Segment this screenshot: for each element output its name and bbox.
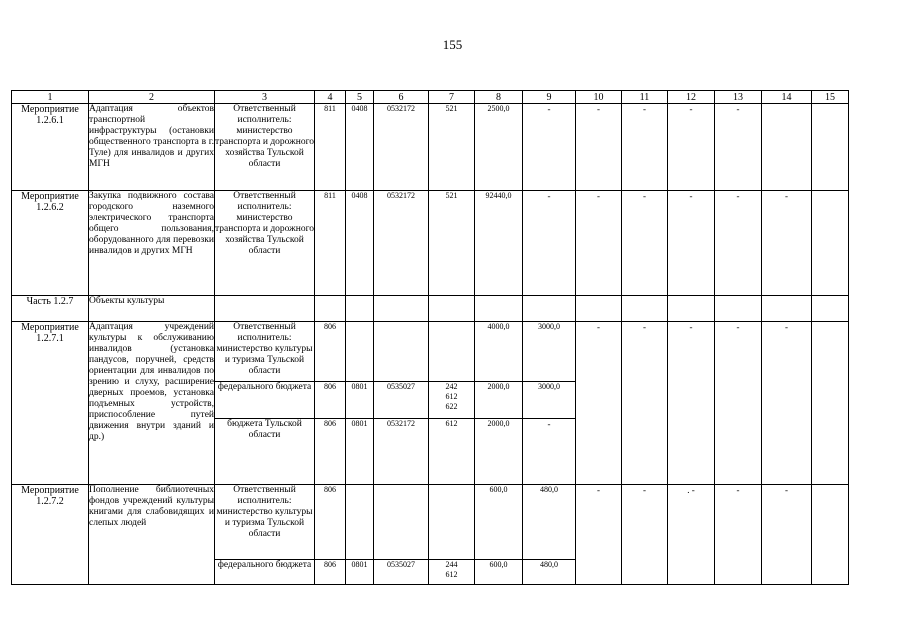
cell-col6 bbox=[374, 322, 429, 382]
cell-col7-code: 242 bbox=[445, 382, 458, 391]
table-header-row bbox=[12, 91, 849, 104]
empty-cell bbox=[215, 296, 315, 322]
cell-col6: 0532172 bbox=[374, 419, 429, 485]
cell-col13: - bbox=[715, 104, 762, 191]
cell-col7 bbox=[429, 560, 475, 585]
cell-col14: - bbox=[762, 485, 812, 585]
executor-cell: Ответственный исполнитель: министерство культуры и туризма Тульской области bbox=[215, 485, 315, 560]
empty-cell bbox=[429, 296, 475, 322]
cell-col11: - bbox=[622, 191, 668, 296]
cell-col12: - bbox=[668, 191, 715, 296]
measure-description: Адаптация объектов транспортной инфраструктуры (остановки общественного транспорта в г. Туле) для инвалидов и других МГН bbox=[89, 104, 215, 191]
cell-col8: 4000,0 bbox=[475, 322, 523, 382]
cell-col12: . - bbox=[668, 485, 715, 585]
section-title: Объекты культуры bbox=[89, 296, 215, 322]
cell-col14: - bbox=[762, 322, 812, 485]
cell-col8: 2000,0 bbox=[475, 382, 523, 419]
cell-col15 bbox=[812, 104, 849, 191]
cell-col11: - bbox=[622, 322, 668, 485]
measure-label: Мероприятие 1.2.7.1 bbox=[12, 322, 89, 485]
measure-description: Пополнение библиотечных фондов учреждений культуры книгами для слабовидящих и слепых людей bbox=[89, 485, 215, 585]
table-row bbox=[12, 104, 849, 191]
cell-col5: 0801 bbox=[346, 419, 374, 485]
executor-cell: Ответственный исполнитель: министерство транспорта и дорожного хозяйства Тульской области bbox=[215, 191, 315, 296]
cell-col6: 0532172 bbox=[374, 191, 429, 296]
header-cell: 3 bbox=[215, 91, 315, 104]
cell-col10: - bbox=[576, 104, 622, 191]
cell-col14 bbox=[762, 104, 812, 191]
executor-cell: Ответственный исполнитель: министерство транспорта и дорожного хозяйства Тульской области bbox=[215, 104, 315, 191]
empty-cell bbox=[622, 296, 668, 322]
cell-col13: - bbox=[715, 191, 762, 296]
cell-col7-code: 612 bbox=[445, 392, 458, 401]
cell-col12: - bbox=[668, 322, 715, 485]
empty-cell bbox=[715, 296, 762, 322]
cell-col9: - bbox=[523, 191, 576, 296]
cell-col5: 0408 bbox=[346, 104, 374, 191]
header-cell: 15 bbox=[812, 91, 849, 104]
executor-cell: бюджета Тульской области bbox=[215, 419, 315, 485]
header-cell: 6 bbox=[374, 91, 429, 104]
cell-col9: 480,0 bbox=[523, 485, 576, 560]
cell-col9: 480,0 bbox=[523, 560, 576, 585]
cell-col7 bbox=[429, 485, 475, 560]
executor-cell: Ответственный исполнитель: министерство культуры и туризма Тульской области bbox=[215, 322, 315, 382]
cell-col8: 92440,0 bbox=[475, 191, 523, 296]
cell-col12: - bbox=[668, 104, 715, 191]
measure-label: Мероприятие 1.2.7.2 bbox=[12, 485, 89, 585]
budget-table bbox=[11, 90, 849, 585]
header-cell: 1 bbox=[12, 91, 89, 104]
header-cell: 8 bbox=[475, 91, 523, 104]
page-number: 155 bbox=[442, 37, 463, 52]
cell-col6 bbox=[374, 485, 429, 560]
cell-col8: 2500,0 bbox=[475, 104, 523, 191]
cell-col4: 806 bbox=[315, 485, 346, 560]
header-cell: 5 bbox=[346, 91, 374, 104]
executor-cell: федерального бюджета bbox=[215, 560, 315, 585]
cell-col7: 612 bbox=[429, 419, 475, 485]
header-cell: 11 bbox=[622, 91, 668, 104]
cell-col4: 811 bbox=[315, 104, 346, 191]
cell-col8: 600,0 bbox=[475, 485, 523, 560]
header-cell: 13 bbox=[715, 91, 762, 104]
cell-col11: - bbox=[622, 485, 668, 585]
header-cell: 7 bbox=[429, 91, 475, 104]
header-cell: 12 bbox=[668, 91, 715, 104]
cell-col7-code: 612 bbox=[445, 570, 458, 579]
empty-cell bbox=[576, 296, 622, 322]
cell-col9: - bbox=[523, 104, 576, 191]
empty-cell bbox=[475, 296, 523, 322]
cell-col15 bbox=[812, 322, 849, 485]
cell-col14: - bbox=[762, 191, 812, 296]
executor-cell: федерального бюджета bbox=[215, 382, 315, 419]
cell-col7: 521 bbox=[429, 191, 475, 296]
header-cell: 14 bbox=[762, 91, 812, 104]
cell-col13: - bbox=[715, 485, 762, 585]
cell-col4: 806 bbox=[315, 382, 346, 419]
empty-cell bbox=[523, 296, 576, 322]
cell-col9: 3000,0 bbox=[523, 382, 576, 419]
cell-col13: - bbox=[715, 322, 762, 485]
cell-col5: 0408 bbox=[346, 191, 374, 296]
cell-col11: - bbox=[622, 104, 668, 191]
cell-col7 bbox=[429, 382, 475, 419]
cell-col15 bbox=[812, 191, 849, 296]
measure-description: Закупка подвижного состава городского наземного электрического транспорта общего пользования, оборудованного для перевозки инвалидов и других МГН bbox=[89, 191, 215, 296]
table-row bbox=[12, 322, 849, 382]
measure-label: Мероприятие 1.2.6.2 bbox=[12, 191, 89, 296]
cell-col5: 0801 bbox=[346, 382, 374, 419]
cell-col6: 0532172 bbox=[374, 104, 429, 191]
empty-cell bbox=[374, 296, 429, 322]
cell-col7 bbox=[429, 322, 475, 382]
cell-col7-code: 622 bbox=[445, 402, 458, 411]
cell-col4: 806 bbox=[315, 419, 346, 485]
table-row bbox=[12, 485, 849, 560]
table-row bbox=[12, 191, 849, 296]
measure-description: Адаптация учреждений культуры к обслуживанию инвалидов (установка пандусов, поручней, средств ориентации для инвалидов по зрению и слуху, расширение дверных проемов, установка подъемных устройств, приспособление путей движения внутри зданий и др.) bbox=[89, 322, 215, 485]
cell-col6: 0535027 bbox=[374, 560, 429, 585]
cell-col5 bbox=[346, 485, 374, 560]
cell-col6: 0535027 bbox=[374, 382, 429, 419]
cell-col10: - bbox=[576, 191, 622, 296]
section-row bbox=[12, 296, 849, 322]
cell-col15 bbox=[812, 485, 849, 585]
measure-label: Мероприятие 1.2.6.1 bbox=[12, 104, 89, 191]
section-label: Часть 1.2.7 bbox=[12, 296, 89, 322]
header-cell: 2 bbox=[89, 91, 215, 104]
cell-col5 bbox=[346, 322, 374, 382]
empty-cell bbox=[315, 296, 346, 322]
cell-col9: 3000,0 bbox=[523, 322, 576, 382]
cell-col4: 806 bbox=[315, 322, 346, 382]
cell-col7: 521 bbox=[429, 104, 475, 191]
cell-col4: 811 bbox=[315, 191, 346, 296]
cell-col10: - bbox=[576, 322, 622, 485]
cell-col4: 806 bbox=[315, 560, 346, 585]
cell-col8: 2000,0 bbox=[475, 419, 523, 485]
empty-cell bbox=[346, 296, 374, 322]
empty-cell bbox=[668, 296, 715, 322]
empty-cell bbox=[762, 296, 812, 322]
header-cell: 9 bbox=[523, 91, 576, 104]
empty-cell bbox=[812, 296, 849, 322]
cell-col9: - bbox=[523, 419, 576, 485]
cell-col10: - bbox=[576, 485, 622, 585]
header-cell: 4 bbox=[315, 91, 346, 104]
cell-col7-code: 244 bbox=[445, 560, 458, 569]
cell-col5: 0801 bbox=[346, 560, 374, 585]
header-cell: 10 bbox=[576, 91, 622, 104]
cell-col8: 600,0 bbox=[475, 560, 523, 585]
